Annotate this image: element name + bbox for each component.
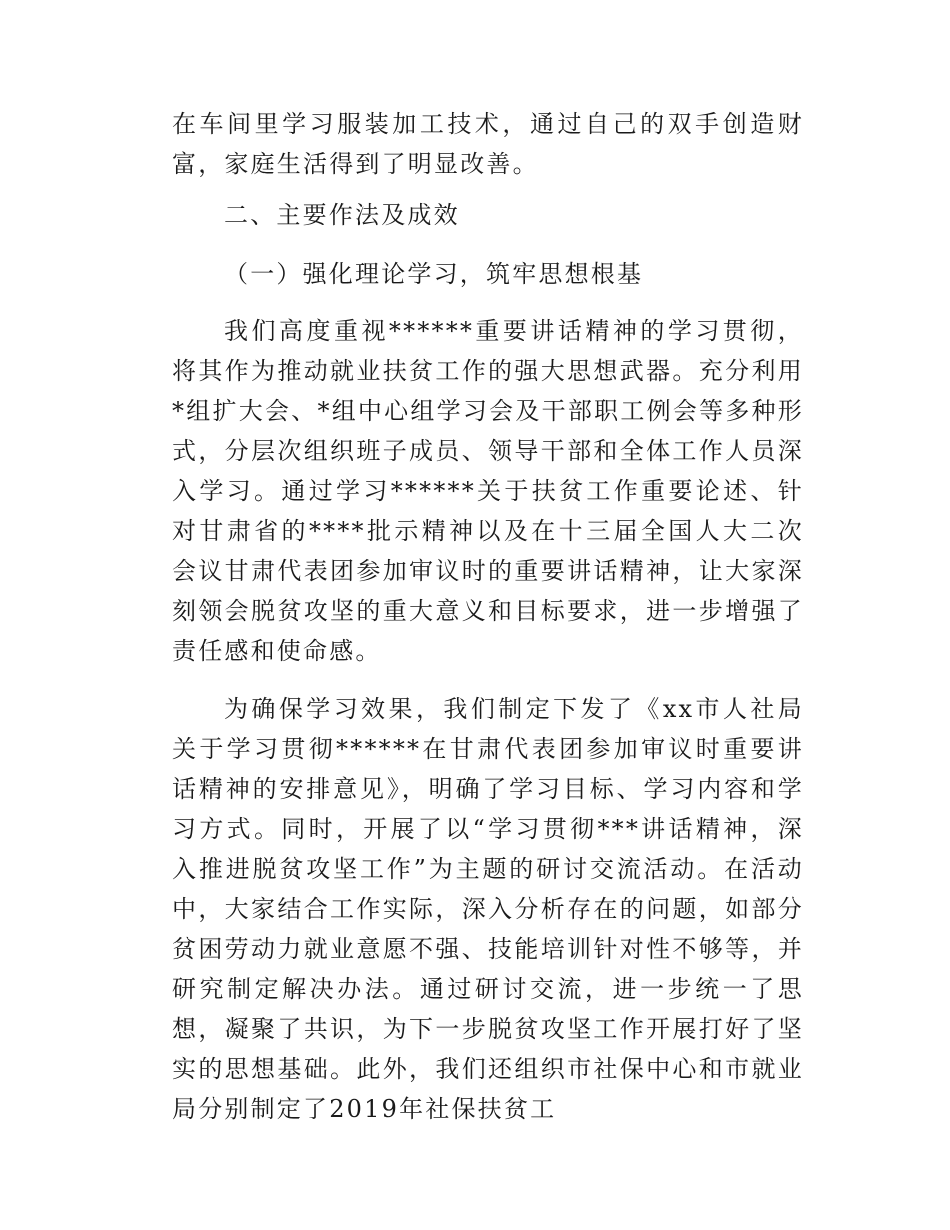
- document-page: [172, 104, 804, 1129]
- paragraph-theory-study: 我们高度重视******重要讲话精神的学习贯彻，将其作为推动就业扶贫工作的强大思想武器。充分利用*组扩大会、*组中心组学习会及干部职工例会等多种形式，分层次组织班子成员、领导干部和全体工作人员深入学习。通过学习******关于扶贫工作重要论述、针对甘肃省的****批示精神以及在十三届全国人大二次会议甘肃代表团参加审议时的重要讲话精神，让大家深刻领会脱贫攻坚的重大意义和目标要求，进一步增强了责任感和使命感。: [172, 317, 804, 665]
- subsection-heading: （一）强化理论学习，筑牢思想根基: [224, 260, 644, 288]
- paragraph-study-effect: 为确保学习效果，我们制定下发了《xx市人社局关于学习贯彻******在甘肃代表团参加审议时重要讲话精神的安排意见》，明确了学习目标、学习内容和学习方式。同时，开展了以“学习贯彻***讲话精神，深入推进脱贫攻坚工作”为主题的研讨交流活动。在活动中，大家结合工作实际，深入分析存在的问题，如部分贫困劳动力就业意愿不强、技能培训针对性不够等，并研究制定解决办法。通过研讨交流，进一步统一了思想，凝聚了共识，为下一步脱贫攻坚工作开展打好了坚实的思想基础。此外，我们还组织市社保中心和市就业局分别制定了2019年社保扶贫工: [172, 695, 804, 1123]
- section-heading: 二、主要作法及成效: [224, 201, 460, 229]
- paragraph-continuation: 在车间里学习服装加工技术，通过自己的双手创造财富，家庭生活得到了明显改善。: [172, 110, 804, 178]
